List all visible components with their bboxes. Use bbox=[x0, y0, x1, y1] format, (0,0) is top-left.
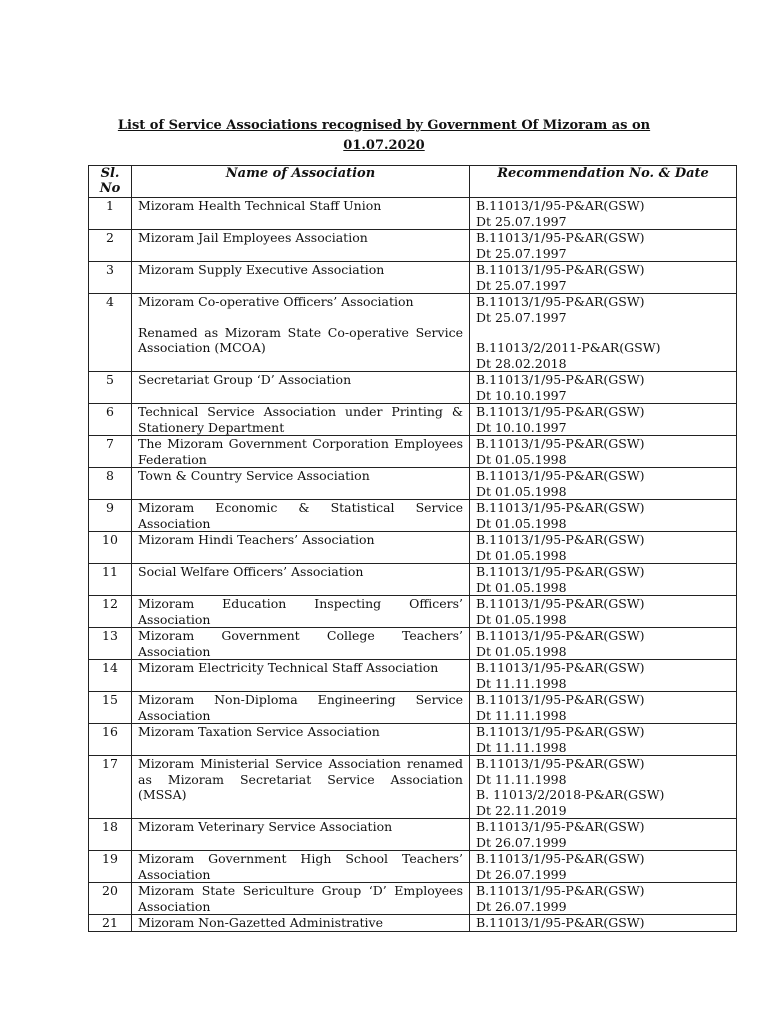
row-sl-no: 10 bbox=[89, 532, 132, 564]
title-line-2: 01.07.2020 bbox=[343, 138, 425, 153]
header-name: Name of Association bbox=[132, 166, 470, 198]
row-recommendation bbox=[470, 883, 737, 915]
recommendation-number: B.11013/1/95-P&AR(GSW) bbox=[476, 660, 645, 675]
association-name: Mizoram Non-Diploma Engineering Service Association bbox=[138, 692, 463, 723]
recommendation-number: B.11013/2/2011-P&AR(GSW) bbox=[476, 340, 661, 355]
association-name: Mizoram Jail Employees Association bbox=[138, 230, 368, 245]
table-row bbox=[89, 564, 737, 596]
recommendation-date: Dt 28.02.2018 bbox=[476, 355, 567, 371]
association-name: The Mizoram Government Corporation Employees Federation bbox=[138, 436, 463, 467]
association-name: Social Welfare Officers’ Association bbox=[138, 564, 364, 579]
row-sl-no: 13 bbox=[89, 628, 132, 660]
recommendation-date: Dt 25.07.1997 bbox=[476, 245, 567, 261]
row-sl-no: 17 bbox=[89, 756, 132, 819]
row-association-name bbox=[132, 596, 470, 628]
row-sl-no: 9 bbox=[89, 500, 132, 532]
header-sl-no: Sl. No bbox=[89, 166, 132, 198]
association-name: Secretariat Group ‘D’ Association bbox=[138, 372, 352, 387]
row-sl-no: 1 bbox=[89, 198, 132, 230]
association-name: Mizoram Government High School Teachers’ Association bbox=[138, 851, 463, 882]
row-sl-no: 12 bbox=[89, 596, 132, 628]
row-recommendation bbox=[470, 404, 737, 436]
association-name: Technical Service Association under Printing & Stationery Department bbox=[138, 404, 463, 435]
row-association-name bbox=[132, 532, 470, 564]
table-row bbox=[89, 692, 737, 724]
row-recommendation bbox=[470, 596, 737, 628]
title-line-1: List of Service Associations recognised by Government Of Mizoram as on bbox=[117, 118, 651, 133]
table-row bbox=[89, 262, 737, 294]
association-name: Town & Country Service Association bbox=[138, 468, 370, 483]
table-row bbox=[89, 500, 737, 532]
row-sl-no: 15 bbox=[89, 692, 132, 724]
row-association-name bbox=[132, 692, 470, 724]
row-sl-no: 18 bbox=[89, 819, 132, 851]
recommendation-date: Dt 10.10.1997 bbox=[476, 387, 567, 403]
table-row bbox=[89, 230, 737, 262]
recommendation-number: B.11013/1/95-P&AR(GSW) bbox=[476, 756, 645, 771]
recommendation-date: Dt 25.07.1997 bbox=[476, 213, 567, 229]
table-row bbox=[89, 436, 737, 468]
association-name: Mizoram Electricity Technical Staff Association bbox=[138, 660, 439, 675]
row-association-name bbox=[132, 564, 470, 596]
recommendation-date: Dt 11.11.1998 bbox=[476, 675, 567, 691]
recommendation-date: Dt 11.11.1998 bbox=[476, 707, 567, 723]
recommendation-number: B.11013/1/95-P&AR(GSW) bbox=[476, 628, 645, 643]
recommendation-number: B.11013/1/95-P&AR(GSW) bbox=[476, 230, 645, 245]
row-recommendation bbox=[470, 692, 737, 724]
recommendation-number: B.11013/1/95-P&AR(GSW) bbox=[476, 468, 645, 483]
recommendation-number: B.11013/1/95-P&AR(GSW) bbox=[476, 819, 645, 834]
table-row bbox=[89, 660, 737, 692]
row-association-name bbox=[132, 230, 470, 262]
row-sl-no: 20 bbox=[89, 883, 132, 915]
row-recommendation bbox=[470, 819, 737, 851]
recommendation-date: Dt 25.07.1997 bbox=[476, 277, 567, 293]
association-name: Mizoram Hindi Teachers’ Association bbox=[138, 532, 375, 547]
row-recommendation bbox=[470, 724, 737, 756]
row-association-name bbox=[132, 372, 470, 404]
row-recommendation bbox=[470, 372, 737, 404]
association-name: Mizoram Non-Gazetted Administrative bbox=[138, 915, 384, 930]
association-name: Mizoram Taxation Service Association bbox=[138, 724, 380, 739]
table-row bbox=[89, 404, 737, 436]
table-row bbox=[89, 294, 737, 372]
recommendation-date: Dt 22.11.2019 bbox=[476, 802, 567, 818]
row-sl-no: 3 bbox=[89, 262, 132, 294]
row-association-name bbox=[132, 660, 470, 692]
recommendation-number: B.11013/1/95-P&AR(GSW) bbox=[476, 851, 645, 866]
table-row bbox=[89, 883, 737, 915]
row-association-name bbox=[132, 628, 470, 660]
table-row bbox=[89, 596, 737, 628]
recommendation-date: Dt 01.05.1998 bbox=[476, 515, 567, 531]
row-recommendation bbox=[470, 628, 737, 660]
row-sl-no: 6 bbox=[89, 404, 132, 436]
recommendation-number: B.11013/1/95-P&AR(GSW) bbox=[476, 596, 645, 611]
table-row bbox=[89, 198, 737, 230]
row-sl-no: 2 bbox=[89, 230, 132, 262]
table-row bbox=[89, 532, 737, 564]
recommendation-number: B.11013/1/95-P&AR(GSW) bbox=[476, 532, 645, 547]
row-association-name bbox=[132, 724, 470, 756]
recommendation-number: B. 11013/2/2018-P&AR(GSW) bbox=[476, 787, 665, 802]
recommendation-date: Dt 11.11.1998 bbox=[476, 771, 567, 787]
recommendation-number: B.11013/1/95-P&AR(GSW) bbox=[476, 262, 645, 277]
association-name: Mizoram Ministerial Service Association renamed as Mizoram Secretariat Service Association (MSSA) bbox=[138, 756, 463, 802]
association-name: Mizoram Co-operative Officers’ Association bbox=[138, 294, 414, 309]
row-sl-no: 14 bbox=[89, 660, 132, 692]
recommendation-date: Dt 25.07.1997 bbox=[476, 309, 567, 325]
table-row bbox=[89, 915, 737, 932]
row-recommendation bbox=[470, 262, 737, 294]
recommendation-date: Dt 01.05.1998 bbox=[476, 547, 567, 563]
recommendation-number: B.11013/1/95-P&AR(GSW) bbox=[476, 724, 645, 739]
row-recommendation bbox=[470, 468, 737, 500]
row-association-name bbox=[132, 294, 470, 372]
row-recommendation bbox=[470, 294, 737, 372]
row-association-name bbox=[132, 500, 470, 532]
row-sl-no: 19 bbox=[89, 851, 132, 883]
table-row bbox=[89, 756, 737, 819]
row-recommendation bbox=[470, 198, 737, 230]
row-recommendation bbox=[470, 915, 737, 932]
row-association-name bbox=[132, 819, 470, 851]
recommendation-date: Dt 26.07.1999 bbox=[476, 898, 567, 914]
association-name: Mizoram Veterinary Service Association bbox=[138, 819, 393, 834]
association-name: Mizoram Supply Executive Association bbox=[138, 262, 385, 277]
recommendation-number: B.11013/1/95-P&AR(GSW) bbox=[476, 883, 645, 898]
row-association-name bbox=[132, 883, 470, 915]
recommendation-number: B.11013/1/95-P&AR(GSW) bbox=[476, 500, 645, 515]
document-title bbox=[88, 116, 680, 156]
association-name: Mizoram State Sericulture Group ‘D’ Employees Association bbox=[138, 883, 463, 914]
recommendation-number: B.11013/1/95-P&AR(GSW) bbox=[476, 692, 645, 707]
row-association-name bbox=[132, 262, 470, 294]
table-header-row bbox=[89, 166, 737, 198]
row-association-name bbox=[132, 436, 470, 468]
recommendation-date: Dt 01.05.1998 bbox=[476, 451, 567, 467]
row-recommendation bbox=[470, 851, 737, 883]
row-association-name bbox=[132, 915, 470, 932]
row-sl-no: 16 bbox=[89, 724, 132, 756]
row-sl-no: 4 bbox=[89, 294, 132, 372]
spacer bbox=[476, 325, 730, 340]
row-association-name bbox=[132, 404, 470, 436]
recommendation-date: Dt 01.05.1998 bbox=[476, 611, 567, 627]
row-sl-no: 7 bbox=[89, 436, 132, 468]
association-renamed-note: Renamed as Mizoram State Co-operative Service Association (MCOA) bbox=[138, 324, 463, 355]
row-sl-no: 21 bbox=[89, 915, 132, 932]
row-recommendation bbox=[470, 436, 737, 468]
table-row bbox=[89, 819, 737, 851]
row-recommendation bbox=[470, 564, 737, 596]
row-recommendation bbox=[470, 230, 737, 262]
table-row bbox=[89, 372, 737, 404]
recommendation-date: Dt 11.11.1998 bbox=[476, 739, 567, 755]
recommendation-date: Dt 01.05.1998 bbox=[476, 579, 567, 595]
association-name: Mizoram Education Inspecting Officers’ Association bbox=[138, 596, 463, 627]
row-sl-no: 8 bbox=[89, 468, 132, 500]
row-recommendation bbox=[470, 500, 737, 532]
association-name: Mizoram Health Technical Staff Union bbox=[138, 198, 382, 213]
recommendation-number: B.11013/1/95-P&AR(GSW) bbox=[476, 564, 645, 579]
spacer bbox=[138, 310, 463, 325]
recommendation-date: Dt 01.05.1998 bbox=[476, 643, 567, 659]
recommendation-date: Dt 26.07.1999 bbox=[476, 866, 567, 882]
recommendation-date: Dt 26.07.1999 bbox=[476, 834, 567, 850]
row-recommendation bbox=[470, 532, 737, 564]
association-name: Mizoram Government College Teachers’ Association bbox=[138, 628, 463, 659]
row-association-name bbox=[132, 468, 470, 500]
row-association-name bbox=[132, 756, 470, 819]
row-recommendation bbox=[470, 660, 737, 692]
recommendation-number: B.11013/1/95-P&AR(GSW) bbox=[476, 915, 645, 930]
recommendation-number: B.11013/1/95-P&AR(GSW) bbox=[476, 372, 645, 387]
recommendation-number: B.11013/1/95-P&AR(GSW) bbox=[476, 436, 645, 451]
association-name: Mizoram Economic & Statistical Service Association bbox=[138, 500, 463, 531]
row-association-name bbox=[132, 851, 470, 883]
recommendation-number: B.11013/1/95-P&AR(GSW) bbox=[476, 404, 645, 419]
row-recommendation bbox=[470, 756, 737, 819]
table-row bbox=[89, 628, 737, 660]
recommendation-number: B.11013/1/95-P&AR(GSW) bbox=[476, 294, 645, 309]
recommendation-number: B.11013/1/95-P&AR(GSW) bbox=[476, 198, 645, 213]
recommendation-date: Dt 01.05.1998 bbox=[476, 483, 567, 499]
row-association-name bbox=[132, 198, 470, 230]
table-row bbox=[89, 724, 737, 756]
table-row bbox=[89, 468, 737, 500]
row-sl-no: 5 bbox=[89, 372, 132, 404]
recommendation-date: Dt 10.10.1997 bbox=[476, 419, 567, 435]
header-recommendation: Recommendation No. & Date bbox=[470, 166, 737, 198]
table-row bbox=[89, 851, 737, 883]
associations-table bbox=[88, 165, 737, 932]
row-sl-no: 11 bbox=[89, 564, 132, 596]
